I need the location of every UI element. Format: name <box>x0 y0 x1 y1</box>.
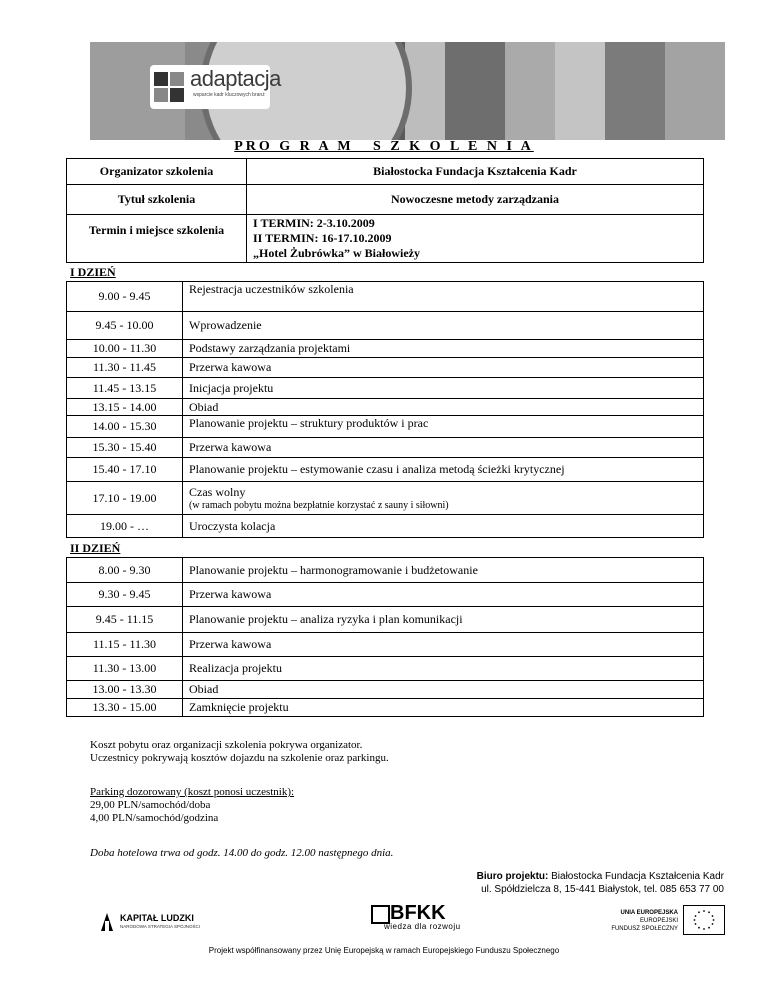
activity-cell: Uroczysta kolacja <box>183 515 704 538</box>
term-value <box>247 215 704 263</box>
photo-tile <box>605 42 665 140</box>
table-row <box>67 558 704 583</box>
activity-cell: Przerwa kawowa <box>183 358 704 378</box>
puzzle-pattern <box>665 42 725 140</box>
time-cell: 9.00 - 9.45 <box>67 282 183 312</box>
term-line: II TERMIN: 16-17.10.2009 <box>253 231 392 245</box>
photo-tile <box>505 42 555 140</box>
project-office <box>477 870 724 896</box>
photo-tile <box>555 42 605 140</box>
activity-cell: Planowanie projektu – analiza ryzyka i plan komunikacji <box>183 607 704 633</box>
eu-text <box>604 909 678 933</box>
activity-cell: Obiad <box>183 399 704 416</box>
eu-line: UNIA EUROPEJSKA <box>620 910 678 916</box>
time-cell: 14.00 - 15.30 <box>67 416 183 438</box>
activity-note: (w ramach pobytu można bezpłatnie korzystać z sauny i siłowni) <box>189 500 449 511</box>
eu-line: EUROPEJSKI <box>639 918 678 924</box>
time-cell: 13.30 - 15.00 <box>67 699 183 717</box>
activity-cell: Realizacja projektu <box>183 657 704 681</box>
term-line: I TERMIN: 2-3.10.2009 <box>253 216 375 230</box>
kapital-ludzki-title: KAPITAŁ LUDZKI <box>120 913 194 923</box>
table-row <box>67 583 704 607</box>
table-row <box>67 607 704 633</box>
organizer-value: Białostocka Fundacja Kształcenia Kadr <box>247 159 704 185</box>
table-row <box>67 681 704 699</box>
activity-cell: Podstawy zarządzania projektami <box>183 340 704 358</box>
activity-cell: Przerwa kawowa <box>183 438 704 458</box>
day-2-schedule <box>66 557 704 717</box>
bfkk-tagline: wiedza dla rozwoju <box>384 922 461 931</box>
training-title-value: Nowoczesne metody zarządzania <box>247 185 704 215</box>
eu-line: FUNDUSZ SPOŁECZNY <box>611 926 678 932</box>
kapital-ludzki-logo-icon <box>99 911 115 933</box>
time-cell: 10.00 - 11.30 <box>67 340 183 358</box>
time-cell: 13.15 - 14.00 <box>67 399 183 416</box>
activity-cell: Planowanie projektu – harmonogramowanie i budżetowanie <box>183 558 704 583</box>
time-cell: 15.40 - 17.10 <box>67 458 183 482</box>
time-cell: 19.00 - … <box>67 515 183 538</box>
office-label: Biuro projektu: <box>476 871 549 882</box>
logo-subtitle: wsparcie kadr kluczowych branż <box>193 92 265 98</box>
time-cell: 9.45 - 11.15 <box>67 607 183 633</box>
organizer-label: Organizator szkolenia <box>67 159 247 185</box>
time-cell: 15.30 - 15.40 <box>67 438 183 458</box>
activity-cell <box>183 482 704 515</box>
activity-cell: Zamknięcie projektu <box>183 699 704 717</box>
day-1-heading: I DZIEŃ <box>70 265 116 279</box>
activity-cell: Planowanie projektu – estymowanie czasu i analiza metodą ścieżki krytycznej <box>183 458 704 482</box>
table-row <box>67 416 704 438</box>
table-row <box>67 312 704 340</box>
logo-text: adaptacja <box>190 66 281 91</box>
page-title: PRO G R A M S Z K O L E N I A <box>234 139 534 154</box>
day-2-heading: II DZIEŃ <box>70 541 121 555</box>
time-cell: 17.10 - 19.00 <box>67 482 183 515</box>
table-row <box>67 358 704 378</box>
table-row <box>67 378 704 399</box>
kapital-ludzki-subtitle: NARODOWA STRATEGIA SPÓJNOŚCI <box>120 924 201 929</box>
time-cell: 9.30 - 9.45 <box>67 583 183 607</box>
parking-title: Parking dozorowany (koszt ponosi uczestnik): <box>90 786 295 798</box>
time-cell: 8.00 - 9.30 <box>67 558 183 583</box>
activity-cell: Rejestracja uczestników szkolenia <box>183 282 704 312</box>
activity-cell: Inicjacja projektu <box>183 378 704 399</box>
cost-line: Koszt pobytu oraz organizacji szkolenia pokrywa organizator. <box>90 739 363 751</box>
activity-cell: Przerwa kawowa <box>183 633 704 657</box>
parking-line: 4,00 PLN/samochód/godzina <box>90 812 219 824</box>
parking-note <box>90 786 294 825</box>
activity-text: Czas wolny <box>189 485 246 499</box>
time-cell: 11.30 - 13.00 <box>67 657 183 681</box>
activity-cell: Obiad <box>183 681 704 699</box>
table-row <box>67 458 704 482</box>
bfkk-logo-text: BFKK <box>390 902 446 924</box>
puzzle-logo-icon <box>152 68 186 104</box>
info-table <box>66 158 704 263</box>
photo-tile <box>445 42 505 140</box>
time-cell: 11.45 - 13.15 <box>67 378 183 399</box>
time-cell: 11.15 - 11.30 <box>67 633 183 657</box>
table-row <box>67 515 704 538</box>
table-row <box>67 657 704 681</box>
time-cell: 9.45 - 10.00 <box>67 312 183 340</box>
table-row <box>67 438 704 458</box>
table-row <box>67 482 704 515</box>
parking-line: 29,00 PLN/samochód/doba <box>90 799 211 811</box>
training-title-label: Tytuł szkolenia <box>67 185 247 215</box>
table-row <box>67 399 704 416</box>
table-row <box>67 282 704 312</box>
activity-cell: Przerwa kawowa <box>183 583 704 607</box>
table-row <box>67 633 704 657</box>
cofinancing-line: Projekt współfinansowany przez Unię Europejską w ramach Europejskiego Funduszu Społecznego <box>208 946 560 955</box>
term-label: Termin i miejsce szkolenia <box>67 215 247 263</box>
time-cell: 11.30 - 11.45 <box>67 358 183 378</box>
cost-note <box>90 739 389 765</box>
hotel-note: Doba hotelowa trwa od godz. 14.00 do godz. 12.00 następnego dnia. <box>90 847 394 859</box>
cost-line: Uczestnicy pokrywają kosztów dojazdu na szkolenie oraz parkingu. <box>90 752 389 764</box>
term-line: „Hotel Żubrówka” w Białowieży <box>253 246 420 260</box>
table-row <box>67 699 704 717</box>
office-address: ul. Spółdzielcza 8, 15-441 Białystok, tel. 085 653 77 00 <box>481 884 724 895</box>
table-row <box>67 340 704 358</box>
day-1-schedule <box>66 281 704 538</box>
activity-cell: Planowanie projektu – struktury produktów i prac <box>183 416 704 438</box>
eu-flag-icon <box>683 905 725 935</box>
time-cell: 13.00 - 13.30 <box>67 681 183 699</box>
office-name: Białostocka Fundacja Kształcenia Kadr <box>548 871 724 882</box>
activity-cell: Wprowadzenie <box>183 312 704 340</box>
